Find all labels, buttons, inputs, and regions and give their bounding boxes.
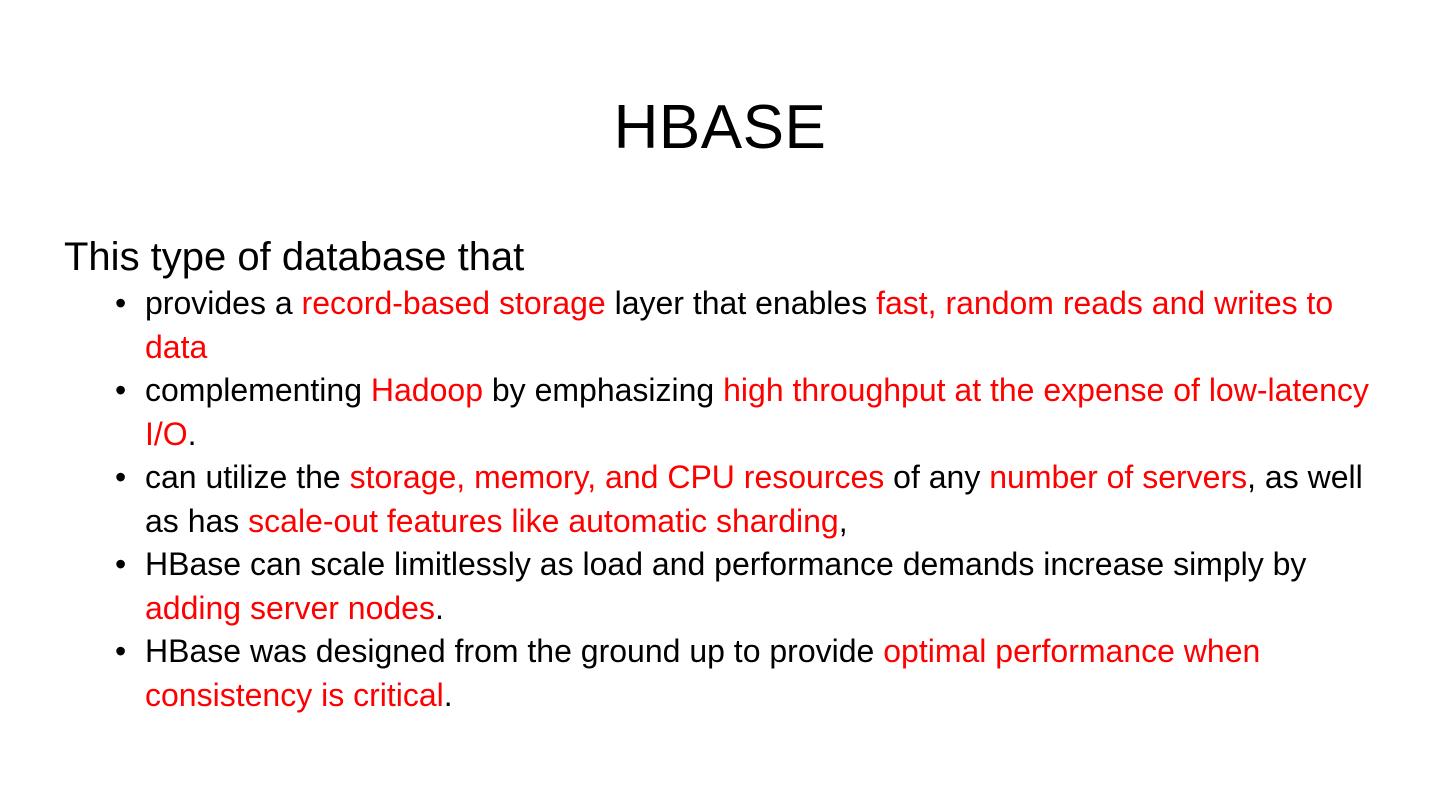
bullet-text: can utilize the bbox=[145, 459, 350, 495]
slide-title: HBASE bbox=[613, 93, 827, 162]
highlighted-text: optimal performance when consistency is critical bbox=[145, 633, 1261, 713]
highlighted-text: fast, random reads and writes to data bbox=[145, 285, 1334, 365]
highlighted-text: storage, memory, and CPU resources bbox=[349, 459, 885, 495]
bullet-text: , as well as has bbox=[145, 459, 1363, 539]
bullet-item bbox=[145, 369, 1385, 456]
bullet-text: layer that enables bbox=[605, 285, 877, 321]
highlighted-text: number of servers bbox=[989, 459, 1248, 495]
bullet-text: provides a bbox=[145, 285, 302, 321]
highlighted-text: high throughput at the expense of low-latency I/O bbox=[145, 372, 1369, 452]
bullet-text: HBase was designed from the ground up to provide bbox=[145, 633, 884, 669]
bullet-item bbox=[145, 543, 1385, 630]
bullet-text: by emphasizing bbox=[482, 372, 724, 408]
bullet-text: . bbox=[187, 415, 197, 452]
bullet-item bbox=[145, 456, 1385, 543]
highlighted-text: adding server nodes bbox=[145, 589, 435, 626]
intro-text: This type of database that bbox=[64, 235, 525, 279]
bullet-item bbox=[145, 630, 1385, 717]
highlighted-text: Hadoop bbox=[370, 372, 483, 408]
bullet-text: . bbox=[443, 676, 453, 713]
bullet-list bbox=[145, 282, 1385, 717]
bullet-text: . bbox=[434, 589, 444, 626]
bullet-item bbox=[145, 282, 1385, 369]
bullet-text: of any bbox=[884, 459, 990, 495]
highlighted-text: record-based storage bbox=[301, 285, 606, 321]
bullet-text: , bbox=[838, 502, 848, 539]
bullet-text: complementing bbox=[145, 372, 371, 408]
highlighted-text: scale-out features like automatic sharding bbox=[248, 502, 839, 539]
bullet-text: HBase can scale limitlessly as load and performance demands increase simply by bbox=[145, 546, 1307, 582]
